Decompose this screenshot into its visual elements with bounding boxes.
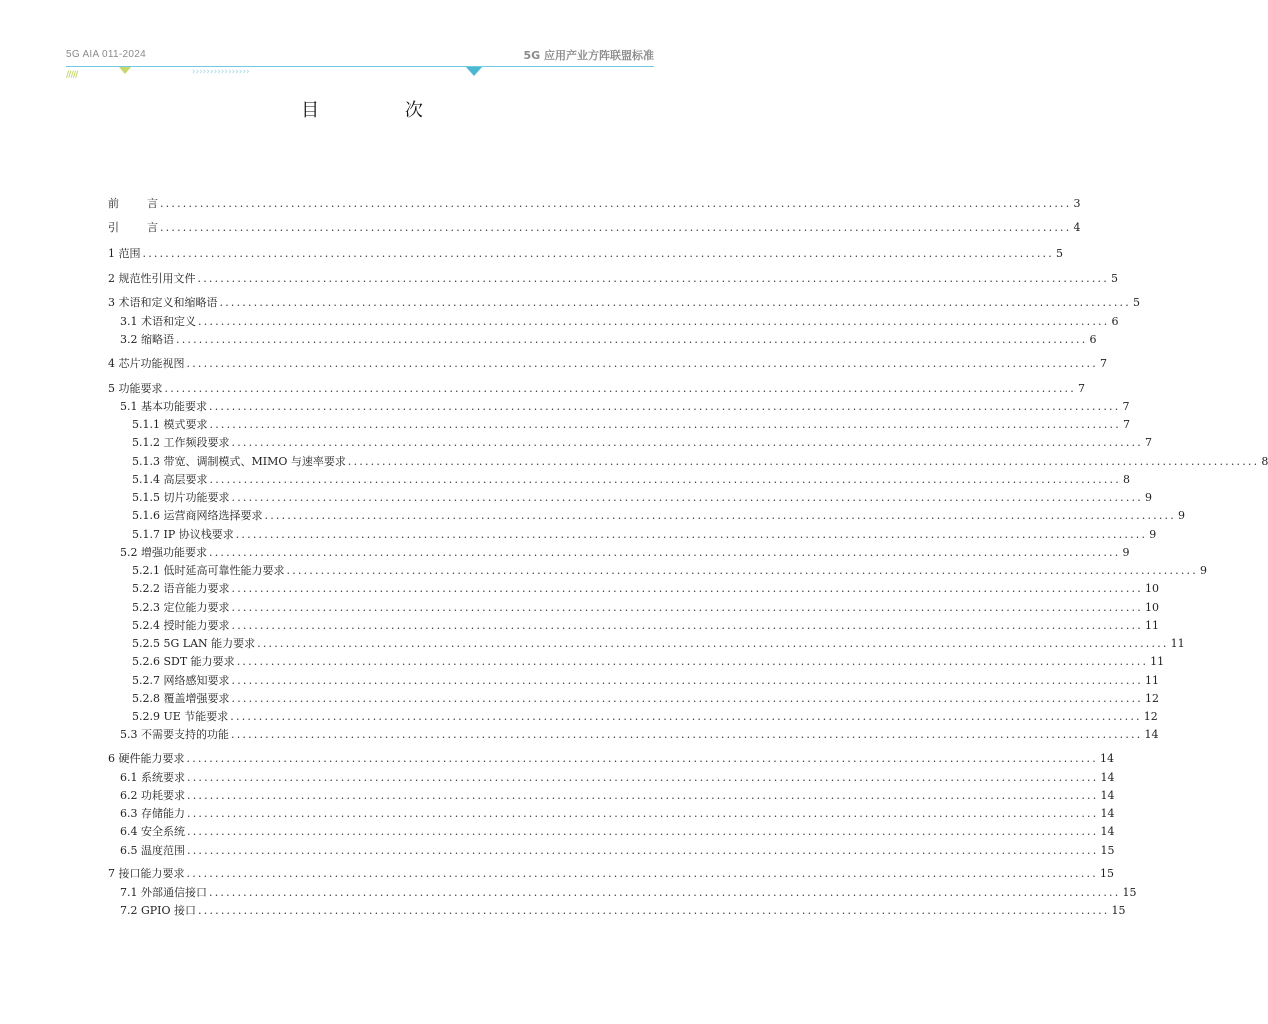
toc-entry-page: 5	[1055, 247, 1063, 260]
toc-entry[interactable]: 5.1.4 高层要求 ................................................................................................................................................................ 8	[132, 473, 1130, 486]
toc-entry[interactable]: 5.1.1 模式要求 ................................................................................................................................................................ 7	[132, 418, 1130, 431]
toc-entry-label: 6.1 系统要求	[120, 771, 185, 784]
toc-entry[interactable]: 5.1.6 运营商网络选择要求 ................................................................................................................................................................ 9	[132, 509, 1185, 522]
toc-entry-label: 5.2 增强功能要求	[120, 546, 207, 559]
toc-entry[interactable]: 5.2.1 低时延高可靠性能力要求 ................................................................................................................................................................ 9	[132, 564, 1207, 577]
page-title: 目 次	[301, 100, 463, 121]
toc-entry[interactable]: 5.1 基本功能要求 ................................................................................................................................................................ 7	[120, 400, 1130, 413]
toc-entry[interactable]: 5.2.2 语音能力要求 ................................................................................................................................................................ 10	[132, 582, 1159, 595]
triangle-down-icon	[119, 67, 131, 74]
toc-entry-label: 6.5 温度范围	[120, 844, 185, 857]
toc-entry-label: 7.2 GPIO 接口	[120, 904, 197, 917]
toc-entry-page: 9	[1122, 546, 1130, 559]
toc-entry-page: 14	[1099, 752, 1114, 765]
toc-entry-page: 8	[1261, 455, 1268, 468]
toc-entry-page: 14	[1144, 728, 1159, 741]
toc-entry-label: 5.2.7 网络感知要求	[132, 674, 230, 687]
toc-entry-page: 9	[1144, 491, 1152, 504]
toc-entry[interactable]: 5 功能要求 ................................................................................................................................................................ 7	[108, 382, 1085, 395]
toc-entry-page: 11	[1150, 655, 1165, 668]
toc-entry-page: 10	[1144, 582, 1159, 595]
toc-entry-page: 5	[1110, 272, 1118, 285]
toc-entry-page: 6	[1111, 315, 1119, 328]
toc-entry[interactable]: 5.2.5 5G LAN 能力要求 ................................................................................................................................................................ 11	[132, 637, 1185, 650]
toc-entry-label: 5 功能要求	[108, 382, 163, 395]
toc-entry-page: 9	[1149, 528, 1157, 541]
toc-entry-label: 5.3 不需要支持的功能	[120, 728, 229, 741]
toc-entry-page: 12	[1143, 710, 1158, 723]
toc-entry-page: 15	[1099, 867, 1114, 880]
toc-entry[interactable]: 5.1.3 带宽、调制模式、MIMO 与速率要求 ................................................................................................................................................................ 8	[132, 455, 1268, 468]
toc-entry-label: 5.2.8 覆盖增强要求	[132, 692, 230, 705]
toc-entry[interactable]: 7.2 GPIO 接口 ................................................................................................................................................................ 15	[120, 904, 1126, 917]
toc-entry-label: 5.1.4 高层要求	[132, 473, 208, 486]
toc-entry[interactable]: 6.5 温度范围 ................................................................................................................................................................ 15	[120, 844, 1115, 857]
toc-entry[interactable]: 5.3 不需要支持的功能 ................................................................................................................................................................ 14	[120, 728, 1159, 741]
toc-entry[interactable]: 1 范围 ................................................................................................................................................................ 5	[108, 247, 1063, 260]
toc-entry[interactable]: 5.2.9 UE 节能要求 ................................................................................................................................................................ 12	[132, 710, 1158, 723]
toc-entry[interactable]: 5.2.4 授时能力要求 ................................................................................................................................................................ 11	[132, 619, 1159, 632]
toc-entry[interactable]: 6 硬件能力要求 ................................................................................................................................................................ 14	[108, 752, 1114, 765]
toc-entry[interactable]: 引 言 ................................................................................................................................................................ 4	[108, 221, 1081, 234]
toc-entry-page: 3	[1073, 197, 1081, 210]
toc-entry-page: 15	[1111, 904, 1126, 917]
toc-entry-page: 14	[1100, 825, 1115, 838]
toc-entry[interactable]: 5.1.5 切片功能要求 ................................................................................................................................................................ 9	[132, 491, 1152, 504]
toc-entry-label: 5.1.2 工作频段要求	[132, 436, 230, 449]
toc-entry-label: 5.1 基本功能要求	[120, 400, 207, 413]
toc-entry-label: 5.2.3 定位能力要求	[132, 601, 230, 614]
toc-entry[interactable]: 6.4 安全系统 ................................................................................................................................................................ 14	[120, 825, 1115, 838]
toc-entry-label: 6.3 存储能力	[120, 807, 185, 820]
toc-entry-page: 5	[1132, 296, 1140, 309]
toc-entry[interactable]: 5.2.7 网络感知要求 ................................................................................................................................................................ 11	[132, 674, 1159, 687]
toc-entry-label: 5.1.7 IP 协议栈要求	[132, 528, 234, 541]
toc-entry-page: 12	[1144, 692, 1159, 705]
toc-entry-label: 6 硬件能力要求	[108, 752, 185, 765]
toc-entry-label: 7.1 外部通信接口	[120, 886, 207, 899]
toc-entry[interactable]: 6.3 存储能力 ................................................................................................................................................................ 14	[120, 807, 1115, 820]
toc-entry-label: 5.2.6 SDT 能力要求	[132, 655, 235, 668]
toc-entry[interactable]: 5.1.2 工作频段要求 ................................................................................................................................................................ 7	[132, 436, 1152, 449]
header-decoration-chevrons: ››››››››››››››››	[192, 67, 250, 77]
toc-entry-label: 5.1.5 切片功能要求	[132, 491, 230, 504]
toc-entry-page: 11	[1144, 619, 1159, 632]
toc-entry[interactable]: 3.2 缩略语 ................................................................................................................................................................ 6	[120, 333, 1097, 346]
toc-entry-label: 引 言	[108, 221, 158, 234]
doc-id: 5G AIA 011-2024	[66, 49, 146, 60]
header-decoration-dashes: /////	[66, 70, 78, 80]
toc-entry-page: 15	[1100, 844, 1115, 857]
toc-entry-page: 4	[1073, 221, 1081, 234]
toc-entry-label: 5.2.5 5G LAN 能力要求	[132, 637, 256, 650]
toc-entry-label: 3 术语和定义和缩略语	[108, 296, 218, 309]
toc-entry[interactable]: 3.1 术语和定义 ................................................................................................................................................................ 6	[120, 315, 1119, 328]
toc-entry[interactable]: 5.2.8 覆盖增强要求 ................................................................................................................................................................ 12	[132, 692, 1159, 705]
toc-entry-label: 4 芯片功能视图	[108, 357, 185, 370]
toc-entry-label: 5.2.9 UE 节能要求	[132, 710, 229, 723]
toc-entry-label: 5.1.1 模式要求	[132, 418, 208, 431]
toc-entry-page: 9	[1177, 509, 1185, 522]
toc-entry-page: 14	[1100, 771, 1115, 784]
toc-entry-label: 2 规范性引用文件	[108, 272, 196, 285]
toc-entry-page: 11	[1144, 674, 1159, 687]
toc-entry-page: 14	[1100, 807, 1115, 820]
toc-entry-label: 5.1.3 带宽、调制模式、MIMO 与速率要求	[132, 455, 346, 468]
toc-entry[interactable]: 3 术语和定义和缩略语 ................................................................................................................................................................ 5	[108, 296, 1140, 309]
toc-entry[interactable]: 5.2.6 SDT 能力要求 ................................................................................................................................................................ 11	[132, 655, 1165, 668]
toc-entry-label: 5.1.6 运营商网络选择要求	[132, 509, 263, 522]
toc-entry-page: 9	[1199, 564, 1207, 577]
header-rule	[66, 66, 654, 67]
toc-entry-page: 10	[1144, 601, 1159, 614]
toc-entry-page: 7	[1144, 436, 1152, 449]
toc-entry-page: 8	[1122, 473, 1130, 486]
toc-entry[interactable]: 5.2 增强功能要求 ................................................................................................................................................................ 9	[120, 546, 1130, 559]
org-name: 5G 应用产业方阵联盟标准	[523, 49, 654, 62]
toc-entry[interactable]: 6.2 功耗要求 ................................................................................................................................................................ 14	[120, 789, 1115, 802]
toc-entry[interactable]: 5.2.3 定位能力要求 ................................................................................................................................................................ 10	[132, 601, 1159, 614]
toc-entry[interactable]: 4 芯片功能视图 ................................................................................................................................................................ 7	[108, 357, 1107, 370]
toc-entry-page: 7	[1077, 382, 1085, 395]
toc-entry-label: 3.1 术语和定义	[120, 315, 196, 328]
toc-entry-label: 前 言	[108, 197, 158, 210]
toc-entry-label: 3.2 缩略语	[120, 333, 174, 346]
toc-entry-label: 5.2.2 语音能力要求	[132, 582, 230, 595]
toc-entry-label: 7 接口能力要求	[108, 867, 185, 880]
toc-entry-label: 6.2 功耗要求	[120, 789, 185, 802]
toc-entry-label: 5.2.1 低时延高可靠性能力要求	[132, 564, 285, 577]
toc-entry[interactable]: 7 接口能力要求 ................................................................................................................................................................ 15	[108, 867, 1114, 880]
toc-entry[interactable]: 前 言 ................................................................................................................................................................ 3	[108, 197, 1081, 210]
toc-entry-page: 6	[1089, 333, 1097, 346]
toc-entry-label: 6.4 安全系统	[120, 825, 185, 838]
toc-entry-label: 1 范围	[108, 247, 141, 260]
triangle-down-icon	[466, 67, 482, 76]
toc-entry[interactable]: 6.1 系统要求 ................................................................................................................................................................ 14	[120, 771, 1115, 784]
toc-entry[interactable]: 7.1 外部通信接口 ................................................................................................................................................................ 15	[120, 886, 1137, 899]
toc-entry-page: 14	[1100, 789, 1115, 802]
toc-entry-page: 15	[1122, 886, 1137, 899]
toc-entry-label: 5.2.4 授时能力要求	[132, 619, 230, 632]
toc-entry-page: 7	[1122, 400, 1130, 413]
toc-entry-page: 11	[1170, 637, 1185, 650]
toc-entry-page: 7	[1122, 418, 1130, 431]
toc-entry-page: 7	[1099, 357, 1107, 370]
toc-entry[interactable]: 2 规范性引用文件 ................................................................................................................................................................ 5	[108, 272, 1118, 285]
toc-entry[interactable]: 5.1.7 IP 协议栈要求 ................................................................................................................................................................ 9	[132, 528, 1157, 541]
